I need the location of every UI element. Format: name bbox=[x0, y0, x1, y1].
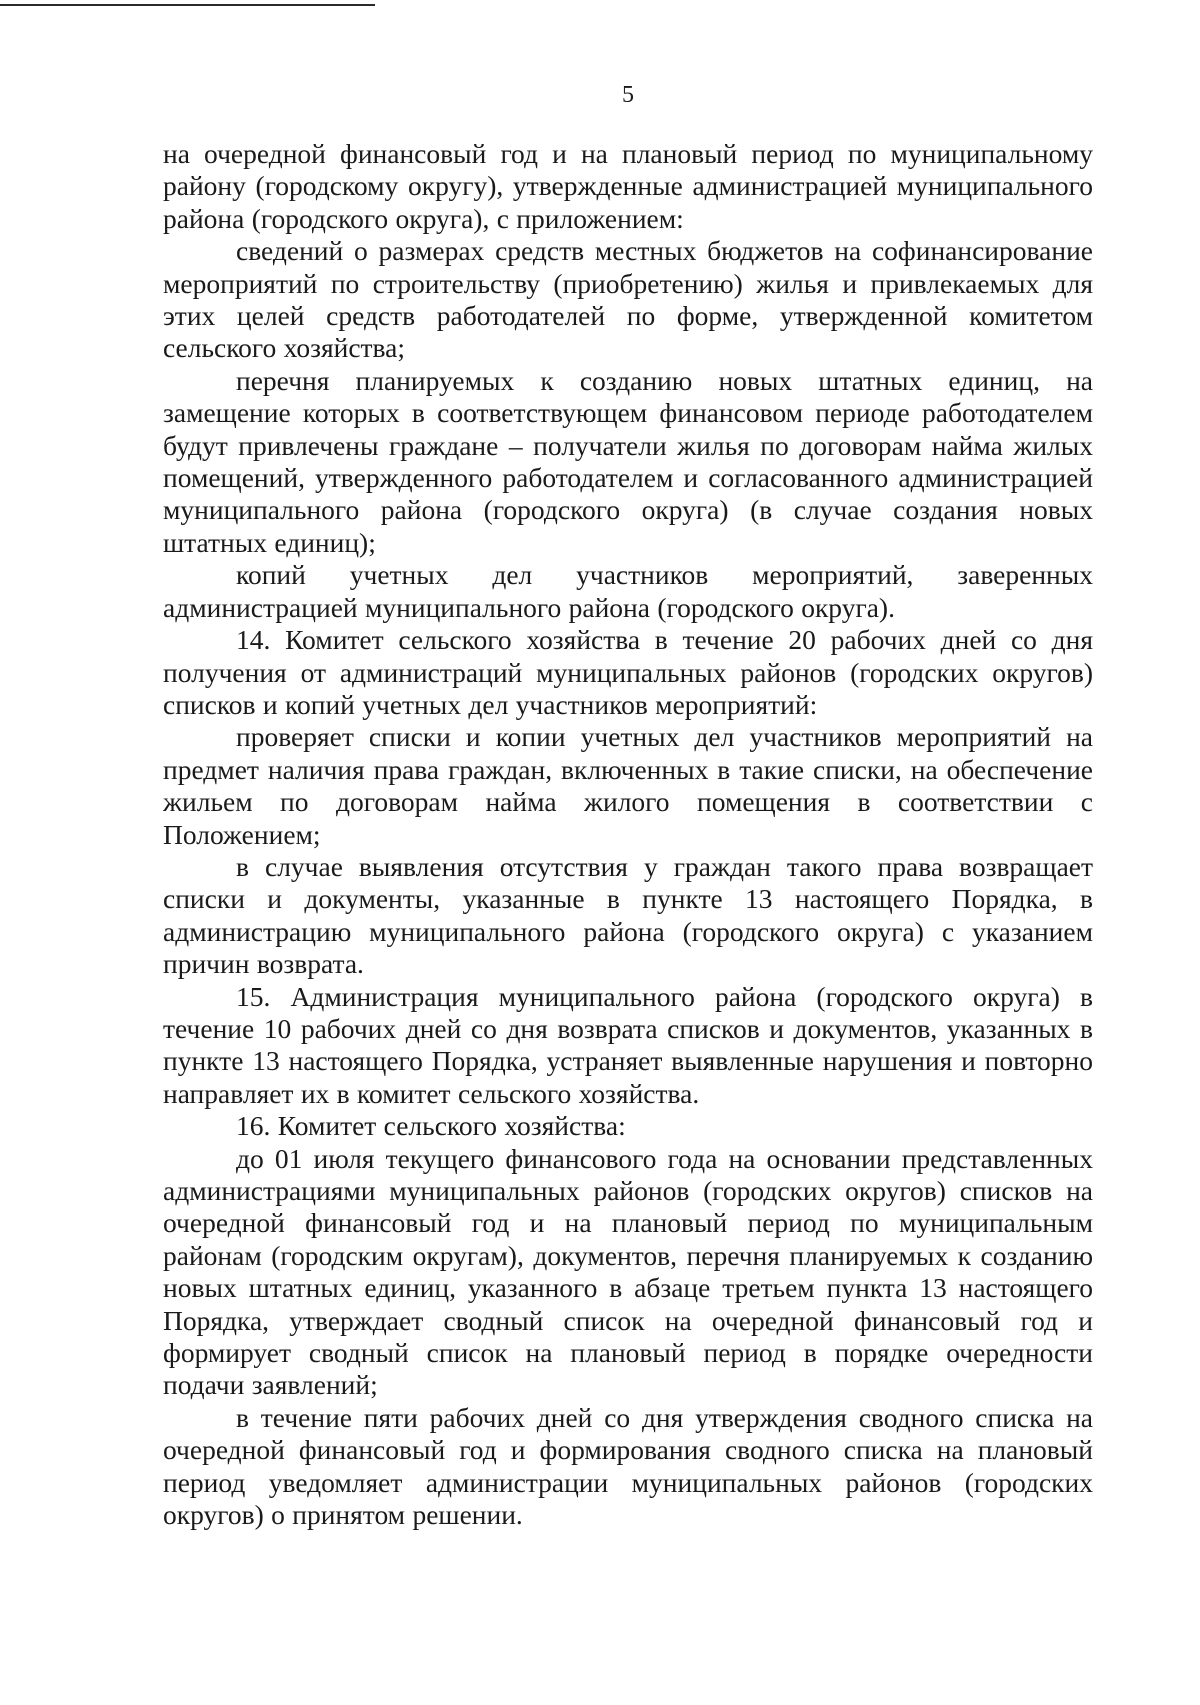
paragraph-item-14-check: проверяет списки и копии учетных дел участников мероприятий на предмет наличия права граждан, включенных в такие списки, на обеспечение жильем по договорам найма жилого помещения в соответствии с Положением; bbox=[163, 721, 1093, 850]
paragraph-item-14-return: в случае выявления отсутствия у граждан такого права возвращает списки и документы, указанные в пункте 13 настоящего Порядка, в администрацию муниципального района (городского округа) с указанием причин возврата. bbox=[163, 850, 1093, 980]
paragraph-case-copies: копий учетных дел участников мероприятий, заверенных администрацией муниципального района (городского округа). bbox=[163, 559, 1093, 623]
paragraph-item-16-approve: до 01 июля текущего финансового года на основании представленных администрациями муниципальных районов (городских округов) списков на очередной финансовый год и на плановый период по муниципальным районам (городским округам), документов, перечня планируемых к созданию новых штатных единиц, указанного в абзаце третьем пункта 13 настоящего Порядка, утверждает сводный список на очередной финансовый год и формирует сводный список на плановый период в порядке очередности подачи заявлений; bbox=[163, 1142, 1093, 1401]
page-number: 5 bbox=[622, 82, 634, 108]
paragraph-item-16-notify: в течение пяти рабочих дней со дня утверждения сводного списка на очередной финансовый год и формирования сводного списка на плановый период уведомляет администрации муниципальных районов (городских округов) о принятом решении. bbox=[163, 1401, 1093, 1531]
paragraph-budget-info: сведений о размерах средств местных бюджетов на софинансирование мероприятий по строительству (приобретению) жилья и привлекаемых для этих целей средств работодателей по форме, утвержденной комитетом сельского хозяйства; bbox=[163, 235, 1093, 364]
paragraph-item-14: 14. Комитет сельского хозяйства в течение 20 рабочих дней со дня получения от администраций муниципальных районов (городских округов) списков и копий учетных дел участников мероприятий: bbox=[163, 624, 1093, 720]
paragraph-continuation: на очередной финансовый год и на плановый период по муниципальному району (городскому округу), утвержденные администрацией муниципального района (городского округа), с приложением: bbox=[163, 138, 1093, 234]
top-rule bbox=[0, 4, 375, 6]
document-body bbox=[163, 138, 1093, 1531]
paragraph-item-16: 16. Комитет сельского хозяйства: bbox=[236, 1110, 626, 1142]
paragraph-staff-list: перечня планируемых к созданию новых штатных единиц, на замещение которых в соответствующем финансовом периоде работодателем будут привлечены граждане – получатели жилья по договорам найма жилых помещений, утвержденного работодателем и согласованного администрацией муниципального района (городского округа) (в случае создания новых штатных единиц); bbox=[163, 364, 1093, 558]
paragraph-item-15: 15. Администрация муниципального района (городского округа) в течение 10 рабочих дней со дня возврата списков и документов, указанных в пункте 13 настоящего Порядка, устраняет выявленные нарушения и повторно направляет их в комитет сельского хозяйства. bbox=[163, 980, 1093, 1109]
